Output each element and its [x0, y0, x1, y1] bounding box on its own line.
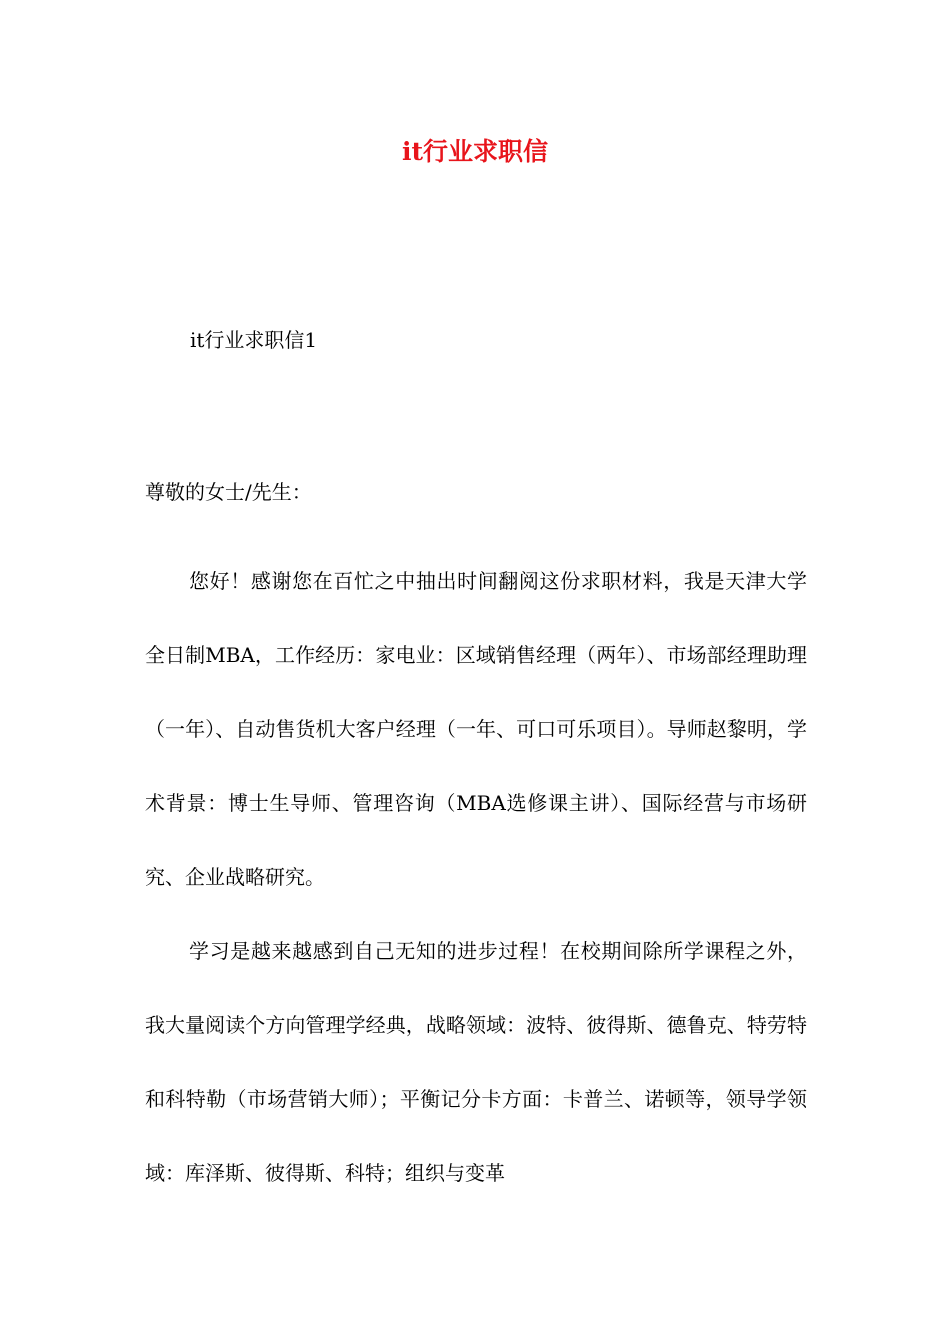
- letter-body: [145, 544, 807, 1210]
- body-paragraph-1: 您好！感谢您在百忙之中抽出时间翻阅这份求职材料，我是天津大学全日制MBA，工作经历：家电业：区域销售经理（两年）、市场部经理助理（一年）、自动售货机大客户经理（一年、可口可乐项目）。导师赵黎明，学术背景：博士生导师、管理咨询（MBA选修课主讲）、国际经营与市场研究、企业战略研究。: [145, 569, 807, 889]
- document-title: it行业求职信: [401, 137, 549, 166]
- body-paragraph-2: 学习是越来越感到自己无知的进步过程！在校期间除所学课程之外，我大量阅读个方向管理学经典，战略领域：波特、彼得斯、德鲁克、特劳特和科特勒（市场营销大师）；平衡记分卡方面：卡普兰、诺顿等，领导学领域：库泽斯、彼得斯、科特；组织与变革: [145, 939, 807, 1185]
- document-subtitle: it行业求职信1: [190, 328, 318, 352]
- letter-salutation: 尊敬的女士/先生：: [145, 480, 312, 504]
